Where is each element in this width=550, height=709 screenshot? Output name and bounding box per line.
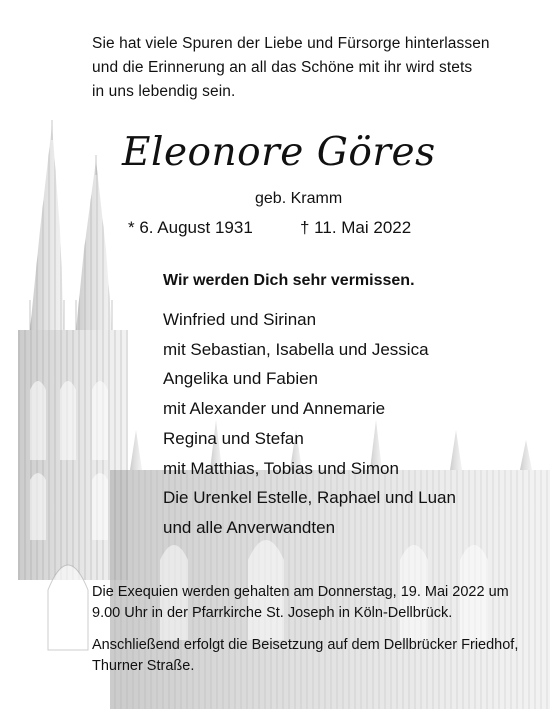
list-item: mit Sebastian, Isabella und Jessica: [163, 339, 429, 359]
burial-info: [92, 635, 532, 677]
info-line: Thurner Straße.: [92, 658, 195, 674]
list-item: Regina und Stefan: [163, 428, 304, 448]
intro-line: in uns lebendig sein.: [92, 83, 236, 100]
list-item: und alle Anverwandten: [163, 517, 336, 537]
death-date: † 11. Mai 2022: [300, 218, 412, 237]
maiden-name: geb. Kramm: [255, 190, 343, 207]
list-item: Winfried und Sirinan: [163, 310, 317, 329]
funeral-mass-info: [92, 582, 532, 624]
list-item: Die Urenkel Estelle, Raphael und Luan: [163, 488, 456, 508]
farewell-motto: Wir werden Dich sehr vermissen.: [163, 272, 415, 289]
info-line: 9.00 Uhr in der Pfarrkirche St. Joseph in Köln-Dellbrück.: [92, 605, 453, 621]
list-item: Angelika und Fabien: [163, 369, 319, 389]
birth-date: * 6. August 1931: [128, 218, 253, 237]
deceased-name: Eleonore Göres: [122, 130, 436, 175]
mourners-list: [163, 305, 533, 543]
intro-line: und die Erinnerung an all das Schöne mit ihr wird stets: [92, 59, 473, 76]
intro-line: Sie hat viele Spuren der Liebe und Fürsorge hinterlassen: [92, 35, 490, 52]
intro-quote: [92, 32, 532, 104]
list-item: mit Matthias, Tobias und Simon: [163, 458, 399, 478]
info-line: Anschließend erfolgt die Beisetzung auf dem Dellbrücker Friedhof,: [92, 637, 519, 653]
list-item: mit Alexander und Annemarie: [163, 399, 386, 419]
info-line: Die Exequien werden gehalten am Donnerstag, 19. Mai 2022 um: [92, 584, 509, 600]
